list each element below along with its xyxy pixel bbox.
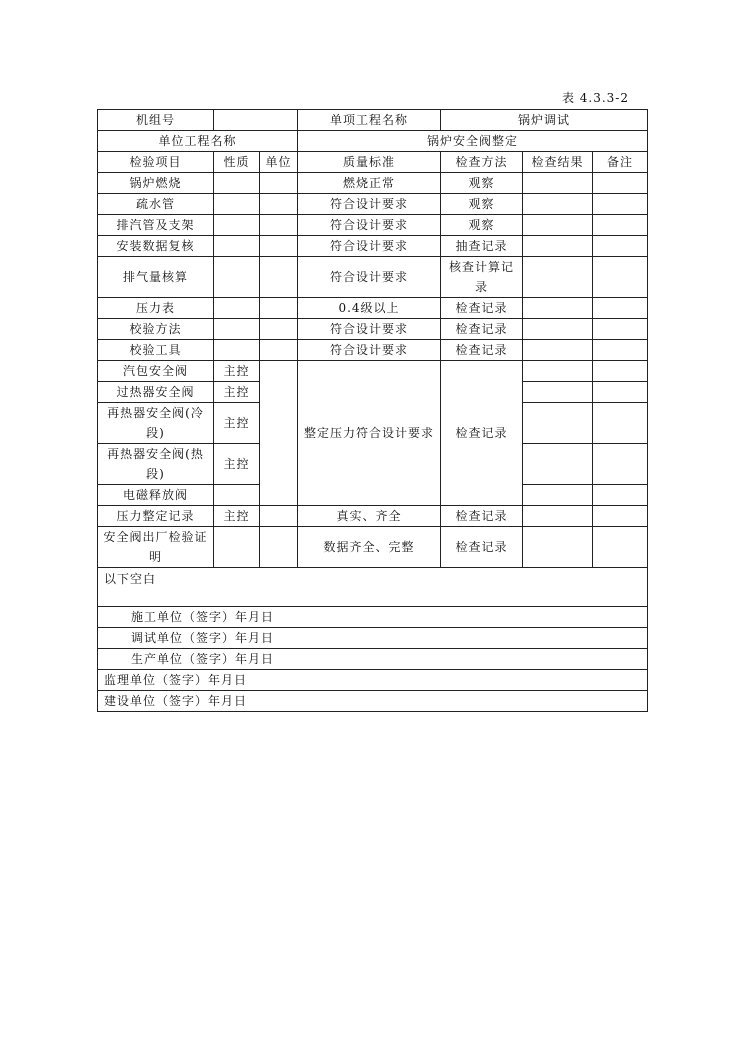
nature-cell: 主控 (214, 403, 260, 444)
unit-project-label: 单位工程名称 (98, 131, 298, 152)
standard-cell: 符合设计要求 (298, 215, 441, 236)
method-cell: 检查记录 (441, 527, 523, 568)
method-cell: 检查记录 (441, 298, 523, 319)
item-cell: 压力整定记录 (98, 506, 214, 527)
standard-cell: 符合设计要求 (298, 319, 441, 340)
remark-cell[interactable] (593, 298, 648, 319)
result-cell[interactable] (523, 340, 593, 361)
subproject-label: 单项工程名称 (298, 110, 441, 131)
table-row (98, 257, 648, 298)
header-row-2 (98, 131, 648, 152)
method-cell: 核查计算记录 (441, 257, 523, 298)
remark-cell[interactable] (593, 340, 648, 361)
unit-cell (260, 257, 298, 298)
item-cell: 压力表 (98, 298, 214, 319)
nature-cell (214, 173, 260, 194)
signature-row (98, 691, 648, 712)
method-cell: 检查记录 (441, 506, 523, 527)
nature-cell: 主控 (214, 506, 260, 527)
standard-cell: 燃烧正常 (298, 173, 441, 194)
item-cell: 再热器安全阀(冷段) (98, 403, 214, 444)
commissioning-signature[interactable]: 调试单位（签字）年月日 (98, 628, 648, 649)
supervision-signature[interactable]: 监理单位（签字）年月日 (98, 670, 648, 691)
unit-no-value-cell[interactable] (214, 110, 298, 131)
result-cell[interactable] (523, 194, 593, 215)
unit-cell (260, 236, 298, 257)
result-cell[interactable] (523, 506, 593, 527)
col-header-standard: 质量标准 (298, 152, 441, 173)
nature-cell (214, 257, 260, 298)
table-row (98, 194, 648, 215)
item-cell: 校验工具 (98, 340, 214, 361)
item-cell: 排气量核算 (98, 257, 214, 298)
remark-cell[interactable] (593, 382, 648, 403)
col-header-remark: 备注 (593, 152, 648, 173)
nature-cell: 主控 (214, 444, 260, 485)
standard-cell: 符合设计要求 (298, 236, 441, 257)
remark-cell[interactable] (593, 485, 648, 506)
unit-cell (260, 194, 298, 215)
method-cell: 抽查记录 (441, 236, 523, 257)
nature-cell (214, 340, 260, 361)
signature-row (98, 670, 648, 691)
nature-cell (214, 527, 260, 568)
remark-cell[interactable] (593, 361, 648, 382)
standard-cell: 符合设计要求 (298, 257, 441, 298)
remark-cell[interactable] (593, 527, 648, 568)
remark-cell[interactable] (593, 403, 648, 444)
unit-cell (260, 506, 298, 527)
unit-cell (260, 340, 298, 361)
item-cell: 安装数据复核 (98, 236, 214, 257)
valve-method-cell: 检查记录 (441, 361, 523, 506)
item-cell: 疏水管 (98, 194, 214, 215)
standard-cell: 数据齐全、完整 (298, 527, 441, 568)
unit-cell (260, 173, 298, 194)
result-cell[interactable] (523, 298, 593, 319)
remark-cell[interactable] (593, 236, 648, 257)
method-cell: 观察 (441, 215, 523, 236)
nature-cell (214, 215, 260, 236)
nature-cell: 主控 (214, 361, 260, 382)
column-header-row (98, 152, 648, 173)
blank-note-row (98, 568, 648, 607)
table-row (98, 236, 648, 257)
result-cell[interactable] (523, 361, 593, 382)
blank-note: 以下空白 (98, 568, 648, 607)
result-cell[interactable] (523, 527, 593, 568)
remark-cell[interactable] (593, 444, 648, 485)
table-row (98, 340, 648, 361)
item-cell: 排汽管及支架 (98, 215, 214, 236)
result-cell[interactable] (523, 215, 593, 236)
result-cell[interactable] (523, 485, 593, 506)
item-cell: 锅炉燃烧 (98, 173, 214, 194)
signature-row (98, 628, 648, 649)
standard-cell: 0.4级以上 (298, 298, 441, 319)
table-row (98, 361, 648, 382)
unit-cell (260, 527, 298, 568)
table-row (98, 319, 648, 340)
result-cell[interactable] (523, 403, 593, 444)
nature-cell (214, 236, 260, 257)
result-cell[interactable] (523, 257, 593, 298)
nature-cell (214, 298, 260, 319)
signature-row (98, 649, 648, 670)
unit-cell (260, 215, 298, 236)
col-header-unit: 单位 (260, 152, 298, 173)
header-row-1 (98, 110, 648, 131)
remark-cell[interactable] (593, 173, 648, 194)
item-cell: 过热器安全阀 (98, 382, 214, 403)
table-row (98, 298, 648, 319)
result-cell[interactable] (523, 173, 593, 194)
result-cell[interactable] (523, 319, 593, 340)
nature-cell (214, 194, 260, 215)
result-cell[interactable] (523, 236, 593, 257)
remark-cell[interactable] (593, 257, 648, 298)
item-cell: 汽包安全阀 (98, 361, 214, 382)
method-cell: 检查记录 (441, 340, 523, 361)
col-header-item: 检验项目 (98, 152, 214, 173)
unit-cell (260, 298, 298, 319)
col-header-nature: 性质 (214, 152, 260, 173)
col-header-method: 检查方法 (441, 152, 523, 173)
result-cell[interactable] (523, 444, 593, 485)
table-row (98, 173, 648, 194)
unit-cell (260, 319, 298, 340)
nature-cell (214, 485, 260, 506)
table-number: 表 4.3.3-2 (561, 91, 629, 105)
standard-cell: 真实、齐全 (298, 506, 441, 527)
inspection-form-table (97, 109, 648, 712)
item-cell: 安全阀出厂检验证明 (98, 527, 214, 568)
remark-cell[interactable] (593, 194, 648, 215)
standard-cell: 符合设计要求 (298, 194, 441, 215)
valve-standard-cell: 整定压力符合设计要求 (298, 361, 441, 506)
subproject-value: 锅炉调试 (441, 110, 648, 131)
production-signature[interactable]: 生产单位（签字）年月日 (98, 649, 648, 670)
standard-cell: 符合设计要求 (298, 340, 441, 361)
remark-cell[interactable] (593, 506, 648, 527)
construction-signature[interactable]: 施工单位（签字）年月日 (98, 607, 648, 628)
method-cell: 观察 (441, 173, 523, 194)
method-cell: 检查记录 (441, 319, 523, 340)
result-cell[interactable] (523, 382, 593, 403)
item-cell: 电磁释放阀 (98, 485, 214, 506)
remark-cell[interactable] (593, 215, 648, 236)
col-header-result: 检查结果 (523, 152, 593, 173)
table-row (98, 527, 648, 568)
nature-cell (214, 319, 260, 340)
unit-no-label: 机组号 (98, 110, 214, 131)
item-cell: 再热器安全阀(热段) (98, 444, 214, 485)
unit-cell (260, 361, 298, 506)
method-cell: 观察 (441, 194, 523, 215)
signature-row (98, 607, 648, 628)
remark-cell[interactable] (593, 319, 648, 340)
table-row (98, 506, 648, 527)
nature-cell: 主控 (214, 382, 260, 403)
item-cell: 校验方法 (98, 319, 214, 340)
table-row (98, 215, 648, 236)
owner-signature[interactable]: 建设单位（签字）年月日 (98, 691, 648, 712)
unit-project-value: 锅炉安全阀整定 (298, 131, 648, 152)
